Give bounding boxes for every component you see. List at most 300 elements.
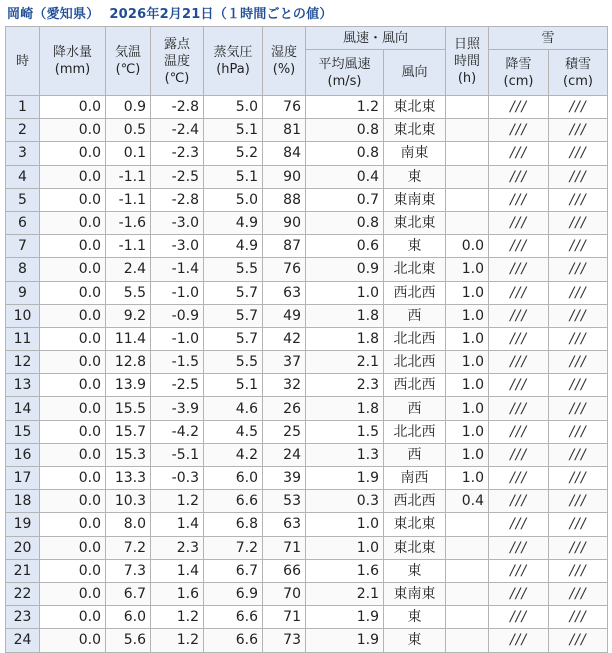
cell-snow-depth: /// [549, 374, 608, 397]
cell-humidity: 76 [263, 258, 306, 281]
cell-dew-point: -1.0 [151, 327, 204, 350]
cell-sunshine: 1.0 [446, 420, 489, 443]
cell-snow-depth: /// [549, 606, 608, 629]
cell-vapor-pressure: 5.5 [204, 351, 263, 374]
cell-precipitation: 0.0 [40, 258, 106, 281]
cell-snowfall: /// [489, 327, 549, 350]
cell-snowfall: /// [489, 96, 549, 119]
cell-humidity: 42 [263, 327, 306, 350]
cell-sunshine [446, 513, 489, 536]
cell-dew-point: 1.2 [151, 629, 204, 652]
cell-wind-speed: 1.0 [306, 281, 384, 304]
cell-snowfall: /// [489, 629, 549, 652]
cell-humidity: 90 [263, 165, 306, 188]
cell-dew-point: -2.8 [151, 188, 204, 211]
cell-snowfall: /// [489, 397, 549, 420]
cell-temperature: 5.6 [106, 629, 151, 652]
cell-snowfall: /// [489, 351, 549, 374]
cell-temperature: 0.1 [106, 142, 151, 165]
cell-dew-point: -4.2 [151, 420, 204, 443]
cell-wind-speed: 1.2 [306, 96, 384, 119]
cell-snow-depth: /// [549, 559, 608, 582]
cell-vapor-pressure: 6.9 [204, 582, 263, 605]
cell-vapor-pressure: 5.5 [204, 258, 263, 281]
cell-dew-point: -5.1 [151, 443, 204, 466]
cell-vapor-pressure: 6.6 [204, 629, 263, 652]
cell-precipitation: 0.0 [40, 559, 106, 582]
cell-precipitation: 0.0 [40, 96, 106, 119]
cell-vapor-pressure: 5.2 [204, 142, 263, 165]
header-snow-group: 雪 [489, 27, 608, 50]
table-row [6, 374, 608, 397]
cell-wind-direction: 東北東 [384, 513, 446, 536]
cell-precipitation: 0.0 [40, 374, 106, 397]
cell-humidity: 87 [263, 235, 306, 258]
table-row [6, 606, 608, 629]
cell-wind-speed: 0.3 [306, 490, 384, 513]
header-wind-speed: 平均風速 (m/s) [306, 50, 384, 96]
page-title [7, 3, 343, 23]
table-row [6, 536, 608, 559]
cell-humidity: 66 [263, 559, 306, 582]
cell-dew-point: -3.0 [151, 235, 204, 258]
cell-humidity: 71 [263, 536, 306, 559]
cell-vapor-pressure: 5.1 [204, 374, 263, 397]
cell-wind-direction: 西北西 [384, 490, 446, 513]
table-row [6, 142, 608, 165]
cell-wind-direction: 東北東 [384, 211, 446, 234]
cell-dew-point: -1.4 [151, 258, 204, 281]
cell-precipitation: 0.0 [40, 188, 106, 211]
cell-snow-depth: /// [549, 188, 608, 211]
cell-precipitation: 0.0 [40, 443, 106, 466]
cell-wind-speed: 2.3 [306, 374, 384, 397]
cell-hour: 8 [6, 258, 40, 281]
cell-hour: 24 [6, 629, 40, 652]
cell-snowfall: /// [489, 374, 549, 397]
cell-temperature: -1.1 [106, 165, 151, 188]
location-title: 岡崎（愛知県） [7, 7, 100, 22]
cell-temperature: 6.0 [106, 606, 151, 629]
cell-vapor-pressure: 6.7 [204, 559, 263, 582]
cell-snowfall: /// [489, 165, 549, 188]
cell-snowfall: /// [489, 536, 549, 559]
cell-sunshine [446, 142, 489, 165]
cell-wind-direction: 東北東 [384, 536, 446, 559]
table-row [6, 281, 608, 304]
cell-wind-direction: 東 [384, 606, 446, 629]
header-sunshine: 日照 時間 (h) [446, 27, 489, 96]
date-title: 2026年2月21日（１時間ごとの値） [109, 7, 333, 22]
cell-wind-speed: 0.7 [306, 188, 384, 211]
cell-sunshine [446, 165, 489, 188]
hourly-weather-table [5, 26, 608, 653]
cell-dew-point: -1.0 [151, 281, 204, 304]
cell-wind-speed: 1.0 [306, 536, 384, 559]
cell-dew-point: -0.9 [151, 304, 204, 327]
table-row [6, 420, 608, 443]
cell-dew-point: -3.0 [151, 211, 204, 234]
cell-sunshine: 1.0 [446, 443, 489, 466]
table-row [6, 96, 608, 119]
cell-temperature: -1.1 [106, 188, 151, 211]
cell-wind-speed: 1.8 [306, 304, 384, 327]
cell-sunshine [446, 211, 489, 234]
cell-hour: 4 [6, 165, 40, 188]
cell-temperature: 7.3 [106, 559, 151, 582]
cell-humidity: 39 [263, 467, 306, 490]
cell-snowfall: /// [489, 513, 549, 536]
cell-hour: 7 [6, 235, 40, 258]
cell-humidity: 76 [263, 96, 306, 119]
table-row [6, 211, 608, 234]
cell-dew-point: -0.3 [151, 467, 204, 490]
cell-sunshine: 1.0 [446, 281, 489, 304]
cell-humidity: 24 [263, 443, 306, 466]
cell-temperature: 13.3 [106, 467, 151, 490]
cell-vapor-pressure: 6.6 [204, 490, 263, 513]
cell-snow-depth: /// [549, 443, 608, 466]
cell-snow-depth: /// [549, 142, 608, 165]
cell-wind-direction: 西 [384, 443, 446, 466]
cell-wind-speed: 1.8 [306, 397, 384, 420]
cell-wind-speed: 0.6 [306, 235, 384, 258]
cell-vapor-pressure: 5.7 [204, 327, 263, 350]
cell-snow-depth: /// [549, 351, 608, 374]
cell-snow-depth: /// [549, 420, 608, 443]
cell-wind-direction: 北北西 [384, 420, 446, 443]
cell-humidity: 71 [263, 606, 306, 629]
cell-dew-point: -2.5 [151, 374, 204, 397]
cell-wind-speed: 0.9 [306, 258, 384, 281]
cell-hour: 14 [6, 397, 40, 420]
header-temperature: 気温 (℃) [106, 27, 151, 96]
cell-temperature: 10.3 [106, 490, 151, 513]
cell-snow-depth: /// [549, 119, 608, 142]
table-row [6, 119, 608, 142]
header-dew-point: 露点 温度 (℃) [151, 27, 204, 96]
cell-snow-depth: /// [549, 96, 608, 119]
cell-wind-speed: 1.3 [306, 443, 384, 466]
cell-sunshine: 1.0 [446, 467, 489, 490]
cell-wind-direction: 北北西 [384, 327, 446, 350]
cell-precipitation: 0.0 [40, 281, 106, 304]
cell-temperature: 11.4 [106, 327, 151, 350]
cell-dew-point: -2.8 [151, 96, 204, 119]
cell-sunshine: 1.0 [446, 258, 489, 281]
cell-dew-point: -2.3 [151, 142, 204, 165]
cell-precipitation: 0.0 [40, 211, 106, 234]
cell-wind-direction: 東北東 [384, 96, 446, 119]
cell-hour: 20 [6, 536, 40, 559]
table-row [6, 490, 608, 513]
cell-humidity: 49 [263, 304, 306, 327]
cell-temperature: 0.9 [106, 96, 151, 119]
cell-wind-direction: 東南東 [384, 188, 446, 211]
cell-wind-direction: 東 [384, 235, 446, 258]
cell-dew-point: 1.2 [151, 606, 204, 629]
cell-precipitation: 0.0 [40, 513, 106, 536]
cell-hour: 16 [6, 443, 40, 466]
cell-dew-point: -1.5 [151, 351, 204, 374]
cell-snowfall: /// [489, 420, 549, 443]
cell-wind-speed: 2.1 [306, 582, 384, 605]
cell-wind-speed: 0.4 [306, 165, 384, 188]
cell-snow-depth: /// [549, 211, 608, 234]
cell-wind-direction: 北北東 [384, 258, 446, 281]
cell-vapor-pressure: 5.1 [204, 119, 263, 142]
header-humidity: 湿度 (%) [263, 27, 306, 96]
cell-hour: 5 [6, 188, 40, 211]
cell-temperature: 7.2 [106, 536, 151, 559]
cell-precipitation: 0.0 [40, 165, 106, 188]
cell-snowfall: /// [489, 606, 549, 629]
cell-wind-speed: 1.5 [306, 420, 384, 443]
cell-vapor-pressure: 6.6 [204, 606, 263, 629]
cell-dew-point: -3.9 [151, 397, 204, 420]
cell-snow-depth: /// [549, 165, 608, 188]
cell-temperature: 15.5 [106, 397, 151, 420]
cell-snow-depth: /// [549, 536, 608, 559]
cell-dew-point: 1.2 [151, 490, 204, 513]
cell-hour: 3 [6, 142, 40, 165]
cell-wind-direction: 西 [384, 304, 446, 327]
cell-snow-depth: /// [549, 304, 608, 327]
table-row [6, 582, 608, 605]
header-wind-group: 風速・風向 [306, 27, 446, 50]
cell-snow-depth: /// [549, 281, 608, 304]
cell-dew-point: -2.5 [151, 165, 204, 188]
table-row [6, 165, 608, 188]
cell-precipitation: 0.0 [40, 629, 106, 652]
cell-snow-depth: /// [549, 467, 608, 490]
cell-vapor-pressure: 4.9 [204, 211, 263, 234]
cell-vapor-pressure: 6.0 [204, 467, 263, 490]
cell-hour: 17 [6, 467, 40, 490]
cell-snowfall: /// [489, 467, 549, 490]
cell-snowfall: /// [489, 119, 549, 142]
cell-snowfall: /// [489, 281, 549, 304]
table-row [6, 467, 608, 490]
cell-wind-speed: 1.0 [306, 513, 384, 536]
cell-precipitation: 0.0 [40, 142, 106, 165]
cell-temperature: 15.7 [106, 420, 151, 443]
table-body [6, 96, 608, 653]
cell-sunshine: 1.0 [446, 351, 489, 374]
cell-snowfall: /// [489, 258, 549, 281]
cell-sunshine [446, 629, 489, 652]
cell-humidity: 32 [263, 374, 306, 397]
cell-temperature: 15.3 [106, 443, 151, 466]
cell-humidity: 84 [263, 142, 306, 165]
cell-sunshine [446, 582, 489, 605]
cell-temperature: 8.0 [106, 513, 151, 536]
cell-vapor-pressure: 4.5 [204, 420, 263, 443]
cell-wind-direction: 西 [384, 397, 446, 420]
cell-hour: 13 [6, 374, 40, 397]
cell-wind-direction: 東 [384, 165, 446, 188]
cell-wind-speed: 1.9 [306, 606, 384, 629]
cell-wind-speed: 1.9 [306, 629, 384, 652]
cell-wind-direction: 東 [384, 629, 446, 652]
cell-vapor-pressure: 5.7 [204, 281, 263, 304]
cell-humidity: 73 [263, 629, 306, 652]
cell-precipitation: 0.0 [40, 420, 106, 443]
cell-humidity: 26 [263, 397, 306, 420]
cell-wind-direction: 西北西 [384, 281, 446, 304]
cell-vapor-pressure: 4.9 [204, 235, 263, 258]
cell-wind-direction: 東北東 [384, 119, 446, 142]
cell-temperature: -1.1 [106, 235, 151, 258]
table-row [6, 351, 608, 374]
cell-hour: 12 [6, 351, 40, 374]
cell-temperature: 0.5 [106, 119, 151, 142]
cell-humidity: 63 [263, 281, 306, 304]
cell-wind-speed: 1.6 [306, 559, 384, 582]
table-row [6, 559, 608, 582]
cell-vapor-pressure: 7.2 [204, 536, 263, 559]
cell-hour: 9 [6, 281, 40, 304]
table-row [6, 397, 608, 420]
cell-sunshine [446, 559, 489, 582]
cell-hour: 21 [6, 559, 40, 582]
cell-sunshine: 0.4 [446, 490, 489, 513]
cell-snowfall: /// [489, 443, 549, 466]
cell-sunshine: 1.0 [446, 327, 489, 350]
cell-wind-speed: 1.9 [306, 467, 384, 490]
cell-dew-point: -2.4 [151, 119, 204, 142]
cell-precipitation: 0.0 [40, 467, 106, 490]
header-precipitation: 降水量 (mm) [40, 27, 106, 96]
cell-temperature: -1.6 [106, 211, 151, 234]
cell-sunshine: 1.0 [446, 397, 489, 420]
cell-vapor-pressure: 4.2 [204, 443, 263, 466]
cell-hour: 19 [6, 513, 40, 536]
cell-temperature: 13.9 [106, 374, 151, 397]
cell-snow-depth: /// [549, 235, 608, 258]
cell-wind-direction: 東南東 [384, 582, 446, 605]
header-vapor-pressure: 蒸気圧 (hPa) [204, 27, 263, 96]
cell-wind-speed: 0.8 [306, 142, 384, 165]
cell-vapor-pressure: 5.1 [204, 165, 263, 188]
cell-snowfall: /// [489, 188, 549, 211]
cell-precipitation: 0.0 [40, 235, 106, 258]
cell-wind-direction: 西北西 [384, 374, 446, 397]
header-snow-depth: 積雪 (cm) [549, 50, 608, 96]
cell-snow-depth: /// [549, 513, 608, 536]
cell-temperature: 9.2 [106, 304, 151, 327]
cell-humidity: 25 [263, 420, 306, 443]
cell-precipitation: 0.0 [40, 327, 106, 350]
cell-snow-depth: /// [549, 629, 608, 652]
cell-sunshine [446, 606, 489, 629]
table-row [6, 513, 608, 536]
cell-hour: 10 [6, 304, 40, 327]
cell-sunshine [446, 536, 489, 559]
cell-precipitation: 0.0 [40, 304, 106, 327]
cell-humidity: 70 [263, 582, 306, 605]
cell-humidity: 53 [263, 490, 306, 513]
cell-hour: 23 [6, 606, 40, 629]
cell-snowfall: /// [489, 235, 549, 258]
cell-snowfall: /// [489, 304, 549, 327]
header-wind-direction: 風向 [384, 50, 446, 96]
cell-hour: 15 [6, 420, 40, 443]
cell-sunshine [446, 96, 489, 119]
cell-sunshine [446, 119, 489, 142]
table-row [6, 235, 608, 258]
cell-sunshine: 1.0 [446, 374, 489, 397]
cell-vapor-pressure: 5.0 [204, 96, 263, 119]
cell-precipitation: 0.0 [40, 582, 106, 605]
cell-hour: 11 [6, 327, 40, 350]
cell-vapor-pressure: 5.0 [204, 188, 263, 211]
cell-hour: 18 [6, 490, 40, 513]
cell-humidity: 63 [263, 513, 306, 536]
cell-dew-point: 1.4 [151, 513, 204, 536]
cell-vapor-pressure: 6.8 [204, 513, 263, 536]
cell-humidity: 81 [263, 119, 306, 142]
cell-wind-speed: 2.1 [306, 351, 384, 374]
cell-temperature: 5.5 [106, 281, 151, 304]
cell-hour: 22 [6, 582, 40, 605]
cell-vapor-pressure: 4.6 [204, 397, 263, 420]
cell-precipitation: 0.0 [40, 119, 106, 142]
cell-hour: 6 [6, 211, 40, 234]
cell-snowfall: /// [489, 490, 549, 513]
table-row [6, 304, 608, 327]
cell-sunshine: 0.0 [446, 235, 489, 258]
header-snowfall: 降雪 (cm) [489, 50, 549, 96]
cell-precipitation: 0.0 [40, 606, 106, 629]
table-row [6, 327, 608, 350]
cell-wind-direction: 東 [384, 559, 446, 582]
cell-wind-speed: 0.8 [306, 119, 384, 142]
cell-vapor-pressure: 5.7 [204, 304, 263, 327]
cell-precipitation: 0.0 [40, 351, 106, 374]
table-row [6, 258, 608, 281]
cell-wind-direction: 北北西 [384, 351, 446, 374]
cell-temperature: 12.8 [106, 351, 151, 374]
cell-snow-depth: /// [549, 397, 608, 420]
cell-hour: 1 [6, 96, 40, 119]
cell-snow-depth: /// [549, 582, 608, 605]
cell-snow-depth: /// [549, 258, 608, 281]
table-row [6, 629, 608, 652]
table-row [6, 188, 608, 211]
cell-snowfall: /// [489, 582, 549, 605]
cell-temperature: 6.7 [106, 582, 151, 605]
cell-dew-point: 2.3 [151, 536, 204, 559]
cell-snow-depth: /// [549, 327, 608, 350]
cell-wind-speed: 1.8 [306, 327, 384, 350]
cell-hour: 2 [6, 119, 40, 142]
cell-humidity: 88 [263, 188, 306, 211]
cell-snowfall: /// [489, 559, 549, 582]
cell-precipitation: 0.0 [40, 490, 106, 513]
cell-snowfall: /// [489, 142, 549, 165]
cell-temperature: 2.4 [106, 258, 151, 281]
cell-humidity: 37 [263, 351, 306, 374]
cell-wind-speed: 0.8 [306, 211, 384, 234]
cell-precipitation: 0.0 [40, 397, 106, 420]
cell-sunshine [446, 188, 489, 211]
cell-wind-direction: 南東 [384, 142, 446, 165]
cell-sunshine: 1.0 [446, 304, 489, 327]
cell-wind-direction: 南西 [384, 467, 446, 490]
cell-dew-point: 1.4 [151, 559, 204, 582]
cell-dew-point: 1.6 [151, 582, 204, 605]
